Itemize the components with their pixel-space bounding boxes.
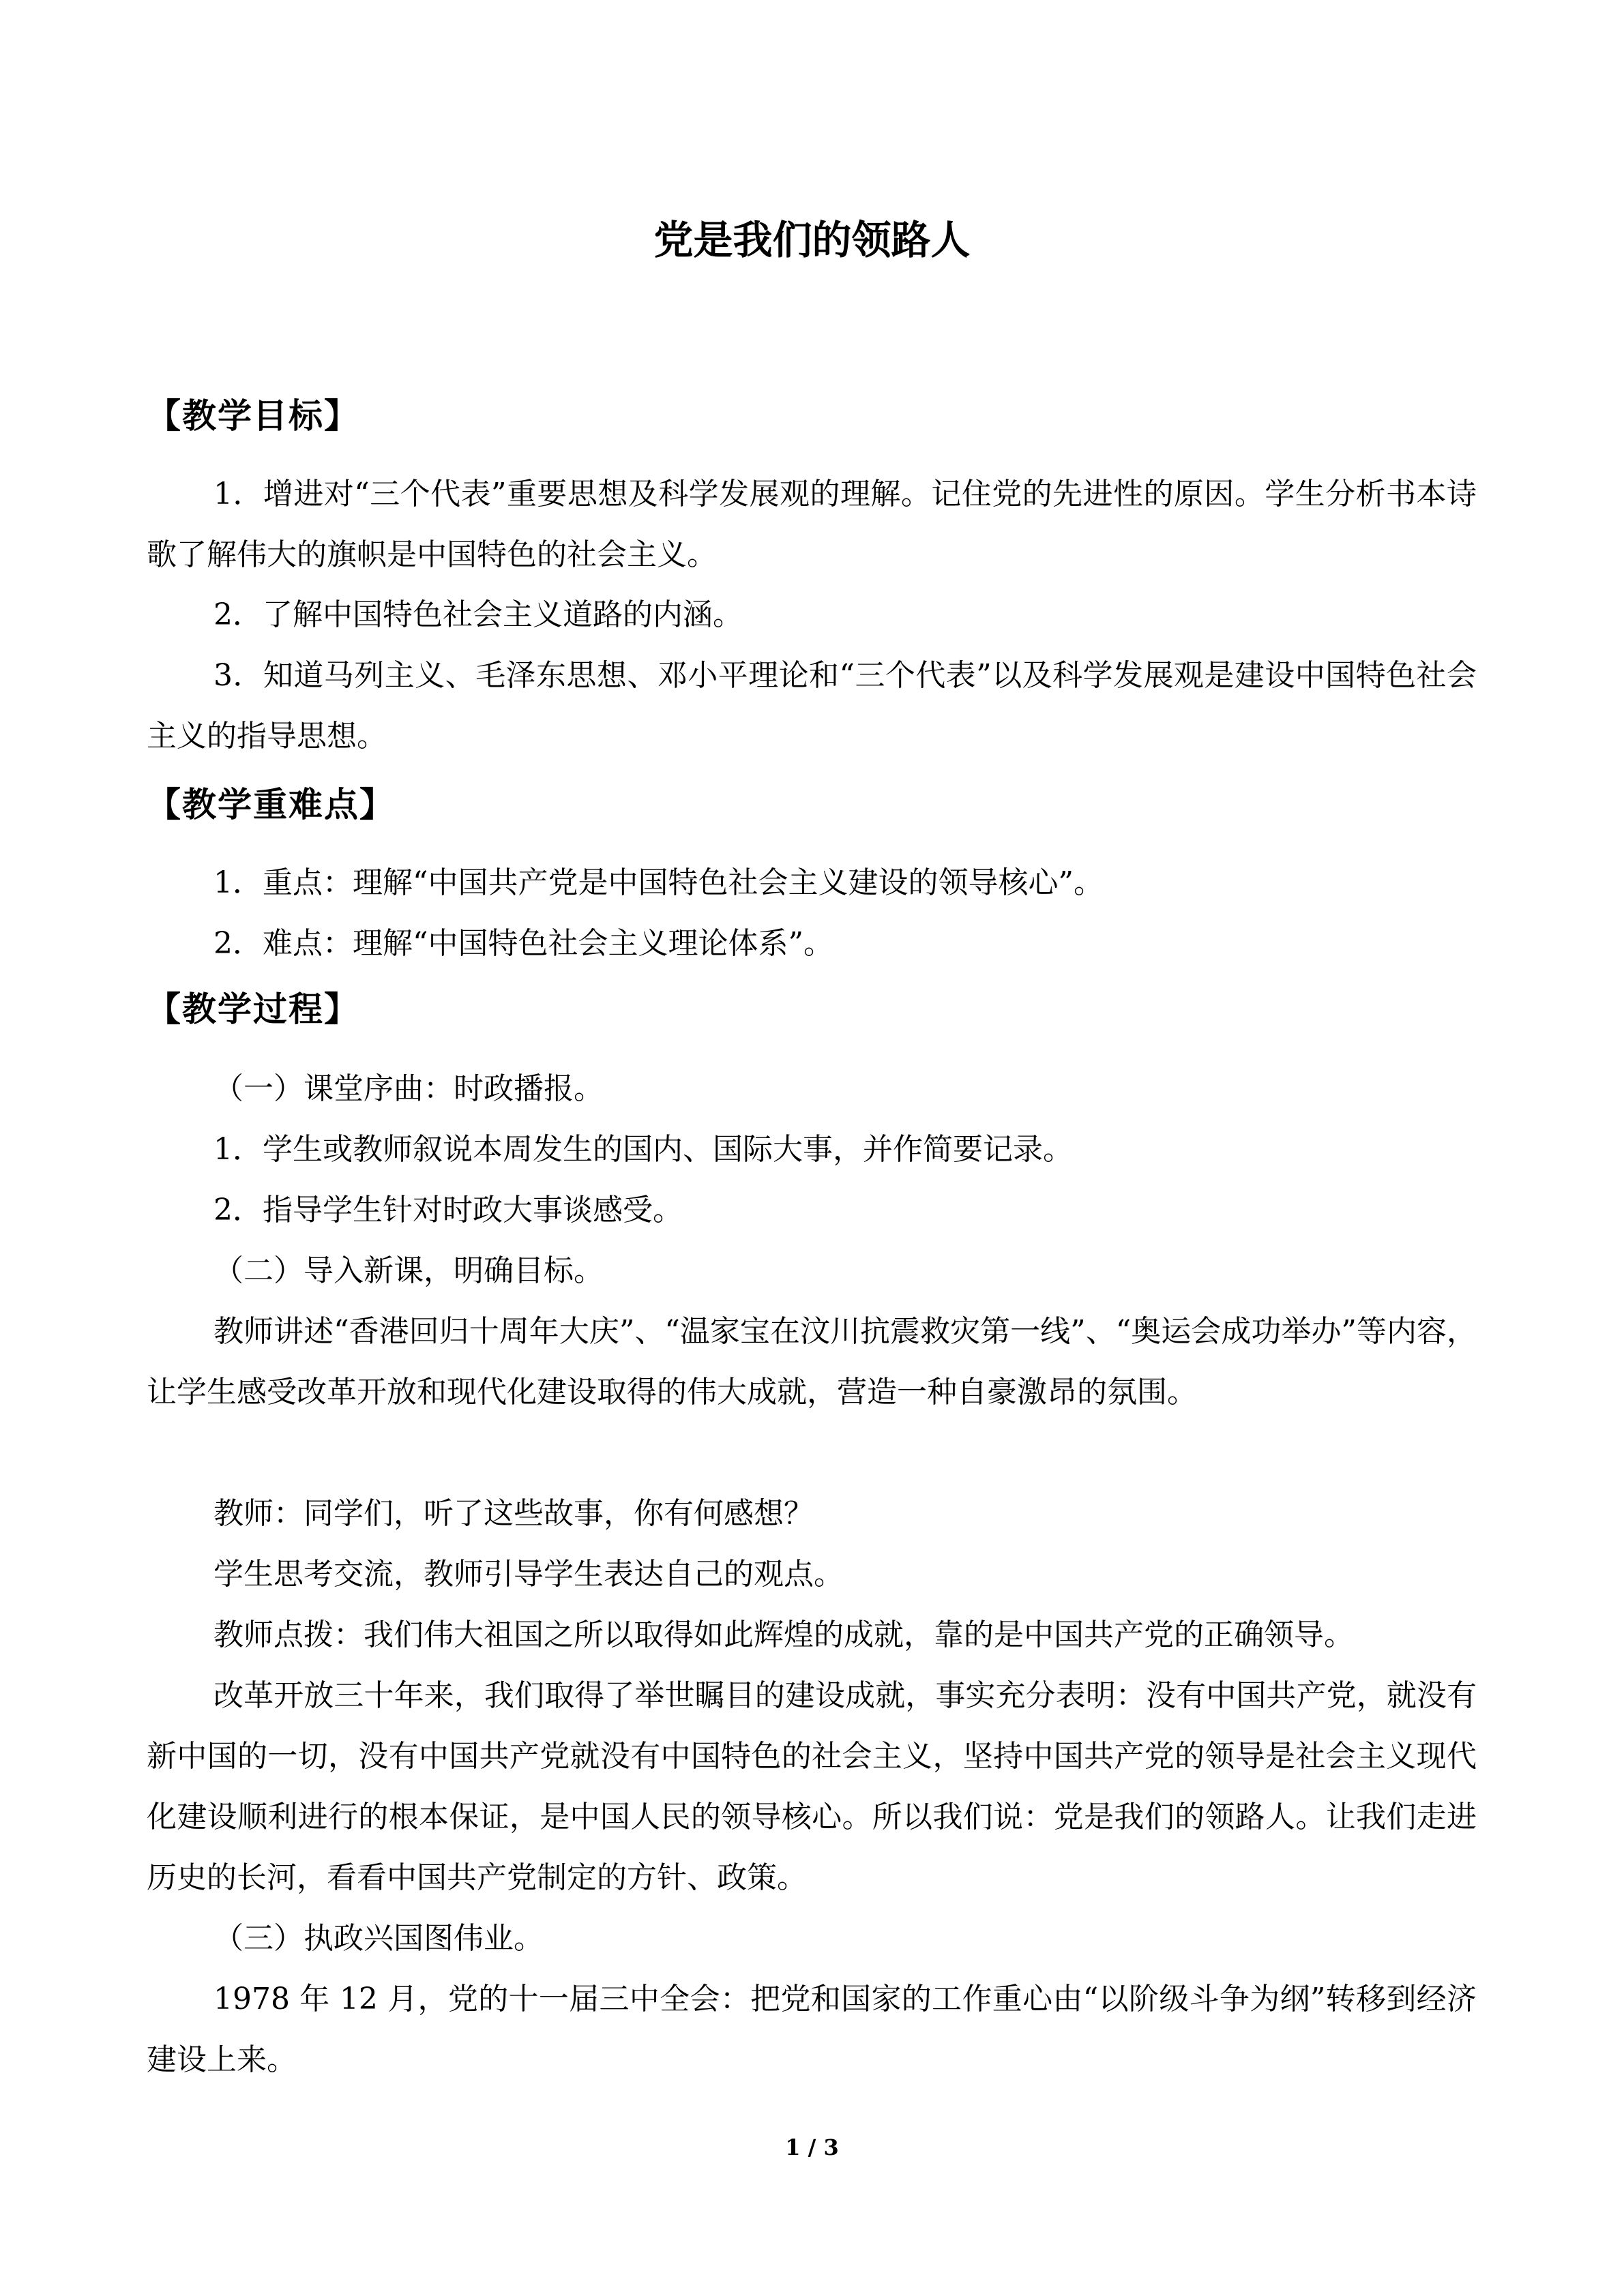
key-point-item-1: 1．重点：理解“中国共产党是中国特色社会主义建设的领导核心”。 (213, 865, 1104, 900)
process-item-7: 学生思考交流，教师引导学生表达自己的观点。 (213, 1557, 844, 1592)
key-point-item-2: 2．难点：理解“中国特色社会主义理论体系”。 (213, 926, 833, 961)
process-item-9: 改革开放三十年来，我们取得了举世瞩目的建设成就，事实充分表明：没有中国共产党，就没有新中国的一切，没有中国共产党就没有中国特色的社会主义，坚持中国共产党的领导是社会主义现代化建设顺利进行的根本保证，是中国人民的领导核心。所以我们说：党是我们的领路人。让我们走进历史的长河，看看中国共产党制定的方针、政策。 (147, 1678, 1477, 1895)
process-item-1: （一）课堂序曲：时政播报。 (213, 1071, 604, 1106)
heading-key-points: 【教学重难点】 (147, 785, 395, 824)
process-item-8: 教师点拨：我们伟大祖国之所以取得如此辉煌的成就，靠的是中国共产党的正确领导。 (213, 1617, 1354, 1652)
process-item-10: （三）执政兴国图伟业。 (213, 1921, 544, 1956)
process-item-11: 1978 年 12 月，党的十一届三中全会：把党和国家的工作重心由“以阶级斗争为纲”转移到经济建设上来。 (147, 1982, 1477, 2077)
document-title: 党是我们的领路人 (653, 217, 971, 263)
process-item-2: 1．学生或教师叙说本周发生的国内、国际大事，并作简要记录。 (213, 1132, 1073, 1167)
page-number: 1 / 3 (785, 2134, 839, 2160)
heading-objectives: 【教学目标】 (147, 396, 359, 436)
objective-item-1: 1．增进对“三个代表”重要思想及科学发展观的理解。记住党的先进性的原因。学生分析书本诗歌了解伟大的旗帜是中国特色的社会主义。 (147, 477, 1477, 572)
heading-process: 【教学过程】 (147, 989, 359, 1029)
process-item-6: 教师：同学们，听了这些故事，你有何感想？ (213, 1496, 814, 1531)
process-item-5: 教师讲述“香港回归十周年大庆”、“温家宝在汶川抗震救灾第一线”、“奥运会成功举办”等内容，让学生感受改革开放和现代化建设取得的伟大成就，营造一种自豪激昂的氛围。 (147, 1314, 1477, 1410)
process-item-4: （二）导入新课，明确目标。 (213, 1253, 604, 1288)
objective-item-2: 2．了解中国特色社会主义道路的内涵。 (213, 597, 743, 632)
objective-item-3: 3．知道马列主义、毛泽东思想、邓小平理论和“三个代表”以及科学发展观是建设中国特色社会主义的指导思想。 (147, 658, 1477, 754)
process-item-3: 2．指导学生针对时政大事谈感受。 (213, 1193, 683, 1227)
